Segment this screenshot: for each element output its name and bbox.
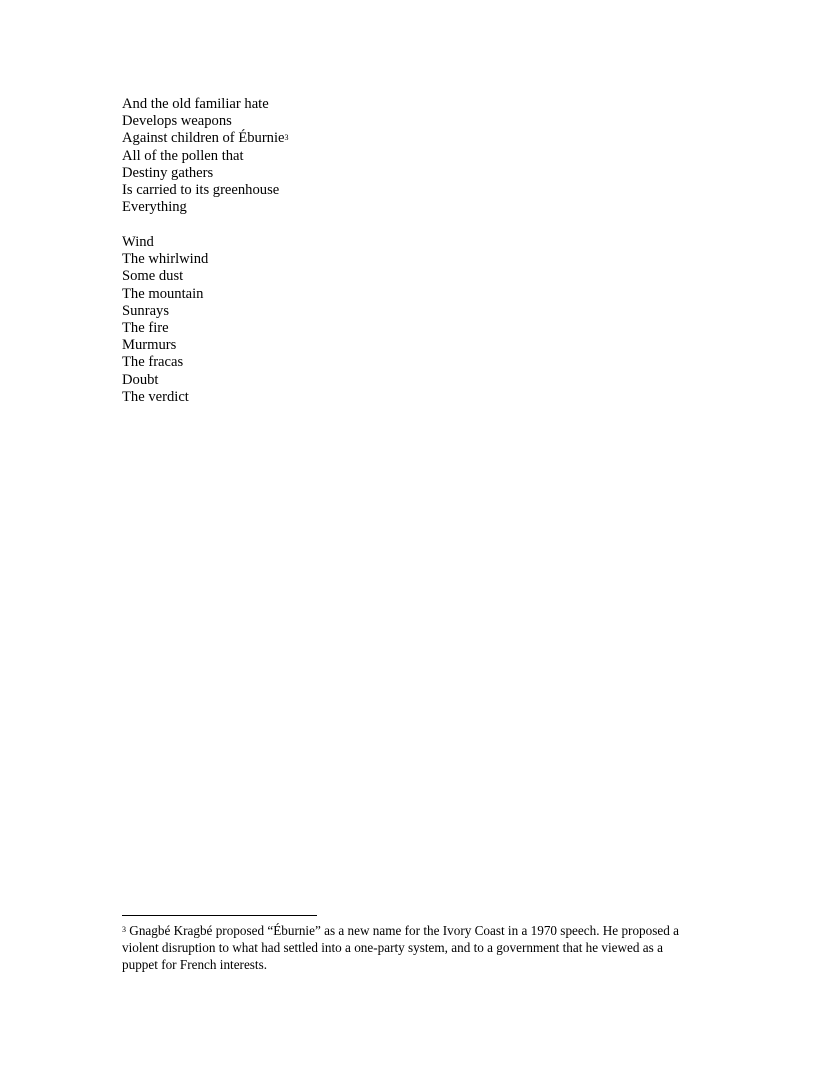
poem-line: Against children of Éburnie$^3$	[122, 130, 289, 147]
poem-line: Wind	[122, 234, 154, 250]
poem-stanza-2	[122, 234, 208, 406]
poem-stanza-1	[122, 96, 289, 216]
footnote-separator	[122, 915, 317, 916]
poem-line: Sunrays	[122, 302, 170, 319]
poem-line: All of the pollen that	[122, 147, 244, 164]
poem-line: Everything	[122, 199, 187, 216]
poem-line: Some dust	[122, 268, 184, 285]
poem-line: Doubt	[122, 371, 159, 388]
poem-line: The fracas	[122, 354, 184, 371]
footnote-marker: 3	[122, 925, 126, 934]
footnote-text: Gnagbé Kragbé proposed “Éburnie” as a new name for the Ivory Coast in a 1970 speech. He proposed a violent disruption to what had settled into a one-party system, and to a government that he viewed as a puppet for French interests.	[122, 923, 679, 972]
poem-line: Is carried to its greenhouse	[122, 182, 280, 199]
footnote-reference[interactable]: 3	[284, 133, 289, 143]
poem-line: Develops weapons	[122, 113, 232, 130]
footnote	[122, 922, 702, 973]
poem-line: And the old familiar hate	[122, 96, 269, 112]
poem-line: The verdict	[122, 388, 189, 405]
poem-line: The mountain	[122, 285, 204, 302]
poem-line: Destiny gathers	[122, 164, 214, 181]
poem-line: Murmurs	[122, 337, 177, 354]
poem-line: The fire	[122, 320, 169, 337]
poem-line: The whirlwind	[122, 251, 209, 268]
